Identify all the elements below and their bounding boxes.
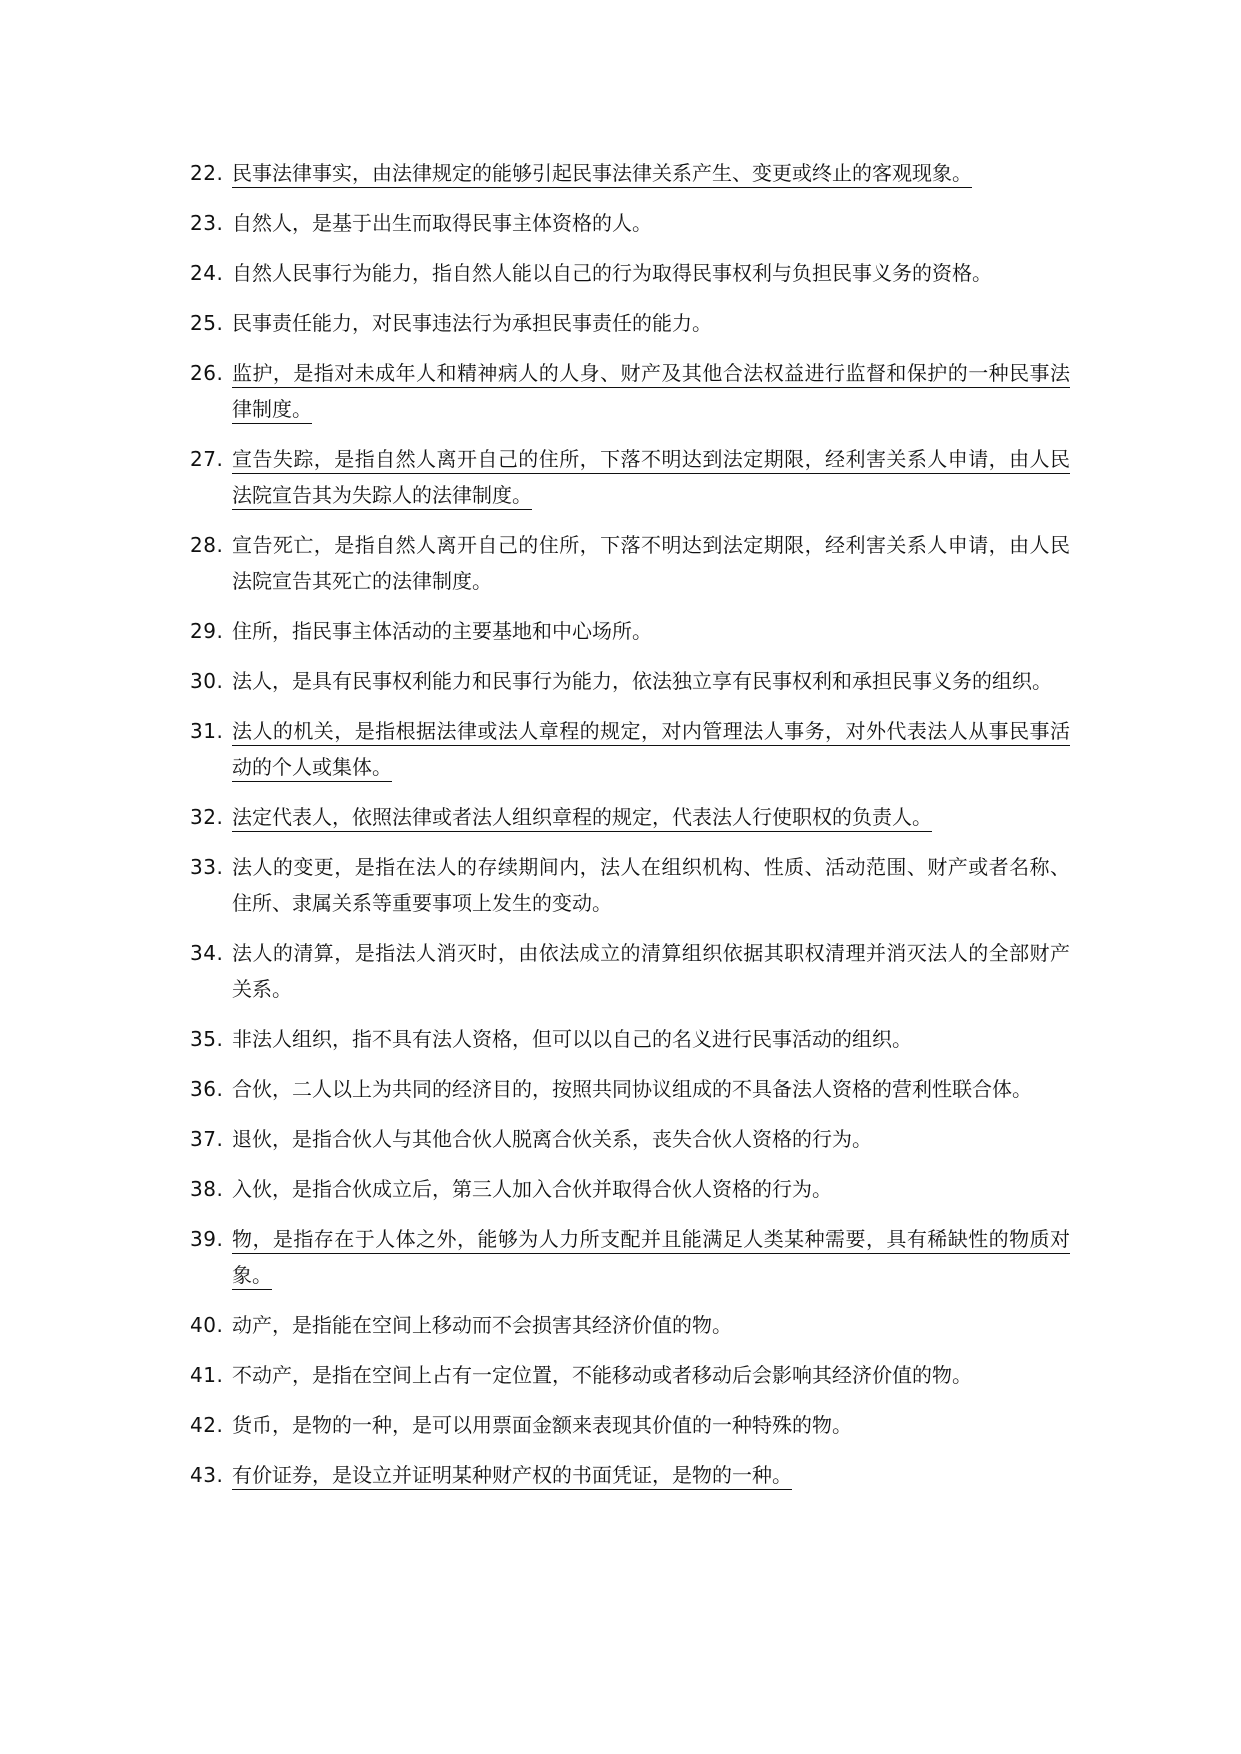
item-text: 法定代表人，依照法律或者法人组织章程的规定，代表法人行使职权的负责人。 xyxy=(232,805,932,829)
item-text: 民事责任能力，对民事违法行为承担民事责任的能力。 xyxy=(232,311,712,335)
list-item xyxy=(190,849,1070,921)
list-item xyxy=(190,1121,1070,1157)
item-text: 监护，是指对未成年人和精神病人的人身、财产及其他合法权益进行监督和保护的一种民事法律制度。 xyxy=(232,361,1070,421)
list-item xyxy=(190,527,1070,599)
item-number: 43. xyxy=(190,1463,224,1487)
item-text: 宣告死亡，是指自然人离开自己的住所，下落不明达到法定期限，经利害关系人申请，由人民法院宣告其死亡的法律制度。 xyxy=(232,533,1070,593)
item-text: 住所，指民事主体活动的主要基地和中心场所。 xyxy=(232,619,652,643)
item-number: 38. xyxy=(190,1177,224,1201)
list-item xyxy=(190,613,1070,649)
list-item xyxy=(190,1407,1070,1443)
item-text: 动产，是指能在空间上移动而不会损害其经济价值的物。 xyxy=(232,1313,732,1337)
item-text: 货币，是物的一种，是可以用票面金额来表现其价值的一种特殊的物。 xyxy=(232,1413,852,1437)
list-item xyxy=(190,1457,1070,1493)
item-number: 24. xyxy=(190,261,224,285)
list-item xyxy=(190,1357,1070,1393)
item-text: 非法人组织，指不具有法人资格，但可以以自己的名义进行民事活动的组织。 xyxy=(232,1027,912,1051)
item-text: 法人的变更，是指在法人的存续期间内，法人在组织机构、性质、活动范围、财产或者名称、住所、隶属关系等重要事项上发生的变动。 xyxy=(232,855,1070,915)
item-text: 宣告失踪，是指自然人离开自己的住所，下落不明达到法定期限，经利害关系人申请，由人民法院宣告其为失踪人的法律制度。 xyxy=(232,447,1070,507)
item-number: 22. xyxy=(190,161,224,185)
item-number: 39. xyxy=(190,1227,224,1251)
list-item xyxy=(190,355,1070,427)
item-text: 入伙，是指合伙成立后，第三人加入合伙并取得合伙人资格的行为。 xyxy=(232,1177,832,1201)
item-text: 物，是指存在于人体之外，能够为人力所支配并且能满足人类某种需要，具有稀缺性的物质对象。 xyxy=(232,1227,1070,1287)
list-item xyxy=(190,1021,1070,1057)
item-number: 26. xyxy=(190,361,224,385)
list-item xyxy=(190,799,1070,835)
item-number: 37. xyxy=(190,1127,224,1151)
item-number: 36. xyxy=(190,1077,224,1101)
item-number: 29. xyxy=(190,619,224,643)
list-item xyxy=(190,441,1070,513)
list-item xyxy=(190,935,1070,1007)
list-item xyxy=(190,305,1070,341)
list-item xyxy=(190,205,1070,241)
item-number: 40. xyxy=(190,1313,224,1337)
item-text: 自然人民事行为能力，指自然人能以自己的行为取得民事权利与负担民事义务的资格。 xyxy=(232,261,992,285)
item-text: 法人的清算，是指法人消灭时，由依法成立的清算组织依据其职权清理并消灭法人的全部财产关系。 xyxy=(232,941,1070,1001)
list-item xyxy=(190,1071,1070,1107)
item-number: 41. xyxy=(190,1363,224,1387)
item-text: 法人的机关，是指根据法律或法人章程的规定，对内管理法人事务，对外代表法人从事民事活动的个人或集体。 xyxy=(232,719,1070,779)
item-number: 34. xyxy=(190,941,224,965)
list-item xyxy=(190,1307,1070,1343)
item-text: 法人，是具有民事权利能力和民事行为能力，依法独立享有民事权利和承担民事义务的组织。 xyxy=(232,669,1052,693)
item-text: 自然人，是基于出生而取得民事主体资格的人。 xyxy=(232,211,652,235)
item-number: 30. xyxy=(190,669,224,693)
item-text: 合伙，二人以上为共同的经济目的，按照共同协议组成的不具备法人资格的营利性联合体。 xyxy=(232,1077,1032,1101)
list-item xyxy=(190,255,1070,291)
item-number: 28. xyxy=(190,533,224,557)
list-item xyxy=(190,663,1070,699)
item-number: 32. xyxy=(190,805,224,829)
item-number: 42. xyxy=(190,1413,224,1437)
list-item xyxy=(190,713,1070,785)
item-number: 35. xyxy=(190,1027,224,1051)
definition-list xyxy=(190,155,1070,1507)
item-number: 31. xyxy=(190,719,224,743)
item-text: 不动产，是指在空间上占有一定位置，不能移动或者移动后会影响其经济价值的物。 xyxy=(232,1363,972,1387)
item-text: 民事法律事实，由法律规定的能够引起民事法律关系产生、变更或终止的客观现象。 xyxy=(232,161,972,185)
item-number: 27. xyxy=(190,447,224,471)
item-text: 退伙，是指合伙人与其他合伙人脱离合伙关系，丧失合伙人资格的行为。 xyxy=(232,1127,872,1151)
item-text: 有价证券，是设立并证明某种财产权的书面凭证，是物的一种。 xyxy=(232,1463,792,1487)
item-number: 23. xyxy=(190,211,224,235)
list-item xyxy=(190,1221,1070,1293)
item-number: 25. xyxy=(190,311,224,335)
list-item xyxy=(190,155,1070,191)
item-number: 33. xyxy=(190,855,224,879)
list-item xyxy=(190,1171,1070,1207)
